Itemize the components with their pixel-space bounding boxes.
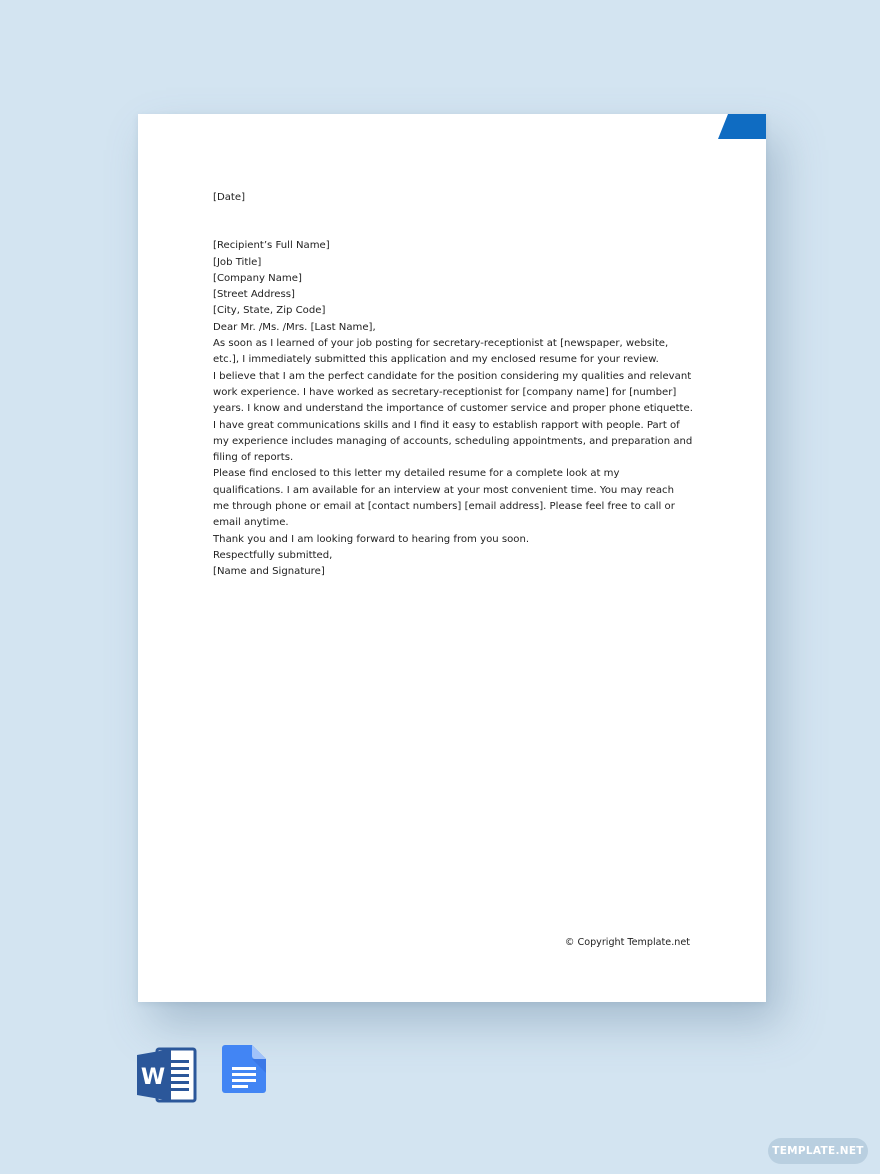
letter-body bbox=[213, 190, 693, 581]
corner-accent-tab bbox=[718, 114, 766, 139]
closing-line: Respectfully submitted, bbox=[213, 549, 333, 561]
word-icon-graphic bbox=[137, 1047, 197, 1103]
letter-page bbox=[138, 114, 766, 1002]
salutation: Dear Mr. /Ms. /Mrs. [Last Name], bbox=[213, 321, 376, 333]
template-net-badge[interactable]: TEMPLATE.NET bbox=[768, 1138, 868, 1164]
word-icon[interactable] bbox=[137, 1047, 197, 1103]
body-paragraph: Please find enclosed to this letter my detailed resume for a complete look at my qualifications. I am available for an interview at your most convenient time. You may reach me through phone or email at [contact numbers] [email address]. Please feel free to call or email anytime. bbox=[213, 468, 675, 529]
letter-date: [Date] bbox=[213, 192, 246, 203]
google-docs-icon-graphic bbox=[222, 1045, 266, 1093]
svg-text:W: W bbox=[140, 1065, 166, 1090]
recipient-company: [Company Name] bbox=[213, 272, 302, 284]
recipient-name: [Recipient’s Full Name] bbox=[213, 240, 330, 252]
recipient-street: [Street Address] bbox=[213, 289, 295, 301]
body-paragraph: Thank you and I am looking forward to hearing from you soon. bbox=[213, 533, 530, 545]
signature-placeholder: [Name and Signature] bbox=[213, 566, 325, 578]
body-paragraph: I believe that I am the perfect candidate for the position considering my qualities and relevant work experience. I have worked as secretary-receptionist for [company name] for [number] years. I know and understand the importance of customer service and proper phone etiquette. I have great communications skills and I find it easy to establish rapport with people. Part of my experience includes managing of accounts, scheduling appointments, and preparation and filing of reports. bbox=[213, 370, 693, 464]
body-paragraph: As soon as I learned of your job posting for secretary-receptionist at [newspaper, website, etc.], I immediately submitted this application and my enclosed resume for your review. bbox=[213, 338, 669, 366]
google-docs-icon[interactable] bbox=[222, 1045, 266, 1093]
recipient-city: [City, State, Zip Code] bbox=[213, 305, 326, 317]
recipient-address-block bbox=[213, 238, 693, 319]
copyright-notice: © Copyright Template.net bbox=[564, 937, 690, 948]
recipient-job-title: [Job Title] bbox=[213, 256, 262, 268]
